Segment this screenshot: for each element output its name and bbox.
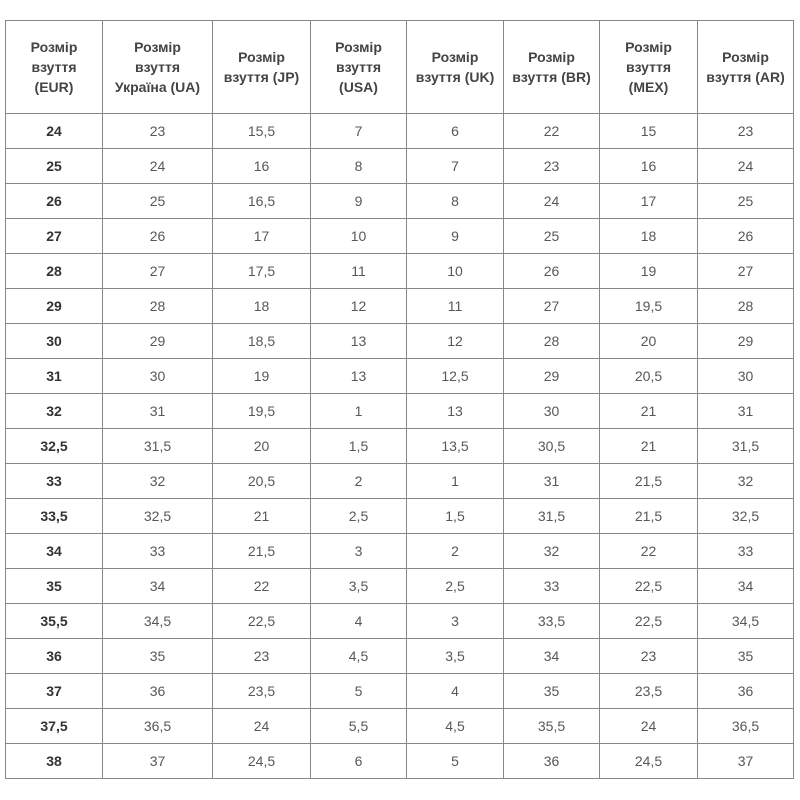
size-cell: 9 [311,184,407,219]
size-cell: 24 [213,709,311,744]
size-cell: 20,5 [600,359,698,394]
size-cell: 30 [504,394,600,429]
size-cell: 23 [213,639,311,674]
size-cell: 2 [311,464,407,499]
size-cell: 35 [504,674,600,709]
size-cell: 31,5 [103,429,213,464]
eur-size-cell: 37 [6,674,103,709]
size-cell: 34 [103,569,213,604]
size-cell: 29 [504,359,600,394]
eur-size-cell: 31 [6,359,103,394]
size-cell: 35,5 [504,709,600,744]
table-row [6,569,794,604]
size-cell: 13,5 [407,429,504,464]
size-cell: 27 [103,254,213,289]
size-cell: 4,5 [311,639,407,674]
size-cell: 5 [311,674,407,709]
eur-size-cell: 29 [6,289,103,324]
size-cell: 21 [600,429,698,464]
header-row [6,21,794,114]
size-cell: 31 [504,464,600,499]
size-cell: 36 [698,674,794,709]
size-cell: 32 [103,464,213,499]
size-cell: 36 [103,674,213,709]
size-cell: 4,5 [407,709,504,744]
size-cell: 13 [311,324,407,359]
size-cell: 37 [698,744,794,779]
size-cell: 12 [311,289,407,324]
size-cell: 16 [600,149,698,184]
eur-size-cell: 35,5 [6,604,103,639]
size-cell: 22 [504,114,600,149]
size-cell: 32 [698,464,794,499]
column-header: Розмір взуття (BR) [504,21,600,114]
size-cell: 18 [213,289,311,324]
size-cell: 8 [311,149,407,184]
size-cell: 24 [600,709,698,744]
eur-size-cell: 27 [6,219,103,254]
size-cell: 17 [213,219,311,254]
size-cell: 30 [103,359,213,394]
size-cell: 31,5 [698,429,794,464]
size-cell: 21 [213,499,311,534]
column-header: Розмір взуття (AR) [698,21,794,114]
table-row [6,219,794,254]
size-cell: 31,5 [504,499,600,534]
size-cell: 15 [600,114,698,149]
eur-size-cell: 37,5 [6,709,103,744]
size-cell: 20 [213,429,311,464]
size-cell: 24,5 [213,744,311,779]
size-cell: 13 [407,394,504,429]
size-cell: 24 [698,149,794,184]
size-cell: 26 [103,219,213,254]
size-cell: 23 [103,114,213,149]
size-cell: 12 [407,324,504,359]
size-cell: 18,5 [213,324,311,359]
size-cell: 32 [504,534,600,569]
size-cell: 15,5 [213,114,311,149]
size-cell: 19,5 [213,394,311,429]
column-header: Розмір взуття (UK) [407,21,504,114]
size-cell: 17 [600,184,698,219]
size-cell: 8 [407,184,504,219]
eur-size-cell: 32,5 [6,429,103,464]
size-cell: 22,5 [600,569,698,604]
size-cell: 5 [407,744,504,779]
size-cell: 13 [311,359,407,394]
table-row [6,184,794,219]
shoe-size-conversion-table [5,20,794,779]
table-row [6,324,794,359]
size-cell: 27 [698,254,794,289]
size-cell: 18 [600,219,698,254]
size-cell: 27 [504,289,600,324]
eur-size-cell: 38 [6,744,103,779]
size-cell: 2 [407,534,504,569]
size-cell: 4 [407,674,504,709]
size-cell: 16 [213,149,311,184]
size-cell: 25 [698,184,794,219]
size-cell: 10 [311,219,407,254]
size-cell: 24,5 [600,744,698,779]
eur-size-cell: 25 [6,149,103,184]
column-header: Розмір взуття (USA) [311,21,407,114]
size-cell: 23 [600,639,698,674]
size-cell: 3 [311,534,407,569]
size-cell: 34 [698,569,794,604]
size-cell: 31 [103,394,213,429]
size-cell: 1 [311,394,407,429]
table-row [6,744,794,779]
table-row [6,289,794,324]
table-row [6,709,794,744]
size-cell: 1,5 [311,429,407,464]
size-cell: 7 [407,149,504,184]
size-cell: 23,5 [213,674,311,709]
size-cell: 23 [698,114,794,149]
size-cell: 26 [698,219,794,254]
column-header: Розмір взуття (EUR) [6,21,103,114]
size-cell: 23 [504,149,600,184]
size-cell: 3,5 [311,569,407,604]
size-cell: 4 [311,604,407,639]
size-cell: 32,5 [103,499,213,534]
table-row [6,674,794,709]
size-cell: 19 [600,254,698,289]
size-cell: 11 [407,289,504,324]
size-cell: 22,5 [213,604,311,639]
size-cell: 33 [698,534,794,569]
table-row [6,429,794,464]
size-cell: 2,5 [407,569,504,604]
eur-size-cell: 32 [6,394,103,429]
size-cell: 21,5 [213,534,311,569]
size-cell: 36,5 [698,709,794,744]
size-cell: 32,5 [698,499,794,534]
size-cell: 34,5 [103,604,213,639]
size-cell: 28 [698,289,794,324]
size-cell: 20,5 [213,464,311,499]
size-cell: 19,5 [600,289,698,324]
size-cell: 36,5 [103,709,213,744]
table-row [6,604,794,639]
table-row [6,394,794,429]
size-cell: 36 [504,744,600,779]
size-cell: 10 [407,254,504,289]
size-cell: 35 [103,639,213,674]
size-cell: 29 [103,324,213,359]
table-row [6,359,794,394]
size-cell: 34,5 [698,604,794,639]
size-cell: 30,5 [504,429,600,464]
eur-size-cell: 34 [6,534,103,569]
eur-size-cell: 26 [6,184,103,219]
size-cell: 34 [504,639,600,674]
size-cell: 17,5 [213,254,311,289]
eur-size-cell: 24 [6,114,103,149]
table-row [6,639,794,674]
eur-size-cell: 30 [6,324,103,359]
size-cell: 29 [698,324,794,359]
table-row [6,464,794,499]
table-row [6,114,794,149]
eur-size-cell: 28 [6,254,103,289]
size-cell: 3,5 [407,639,504,674]
size-cell: 21,5 [600,499,698,534]
size-cell: 25 [103,184,213,219]
size-cell: 28 [504,324,600,359]
size-cell: 21,5 [600,464,698,499]
size-cell: 23,5 [600,674,698,709]
eur-size-cell: 33 [6,464,103,499]
size-cell: 20 [600,324,698,359]
size-cell: 5,5 [311,709,407,744]
size-cell: 30 [698,359,794,394]
eur-size-cell: 33,5 [6,499,103,534]
size-cell: 37 [103,744,213,779]
column-header: Розмір взуття (MEX) [600,21,698,114]
table-body [6,114,794,779]
size-cell: 16,5 [213,184,311,219]
size-cell: 25 [504,219,600,254]
size-cell: 6 [407,114,504,149]
size-cell: 12,5 [407,359,504,394]
table-row [6,534,794,569]
size-cell: 33,5 [504,604,600,639]
size-cell: 33 [103,534,213,569]
size-cell: 1,5 [407,499,504,534]
size-cell: 33 [504,569,600,604]
size-cell: 22,5 [600,604,698,639]
table-row [6,149,794,184]
size-cell: 6 [311,744,407,779]
size-cell: 11 [311,254,407,289]
size-cell: 1 [407,464,504,499]
table-row [6,254,794,289]
size-cell: 3 [407,604,504,639]
size-cell: 2,5 [311,499,407,534]
size-cell: 31 [698,394,794,429]
size-cell: 28 [103,289,213,324]
table-row [6,499,794,534]
eur-size-cell: 36 [6,639,103,674]
size-cell: 21 [600,394,698,429]
size-cell: 9 [407,219,504,254]
size-cell: 24 [504,184,600,219]
size-cell: 22 [600,534,698,569]
size-cell: 35 [698,639,794,674]
size-cell: 24 [103,149,213,184]
size-cell: 26 [504,254,600,289]
column-header: Розмір взуття Україна (UA) [103,21,213,114]
size-cell: 7 [311,114,407,149]
column-header: Розмір взуття (JP) [213,21,311,114]
size-cell: 19 [213,359,311,394]
eur-size-cell: 35 [6,569,103,604]
size-cell: 22 [213,569,311,604]
